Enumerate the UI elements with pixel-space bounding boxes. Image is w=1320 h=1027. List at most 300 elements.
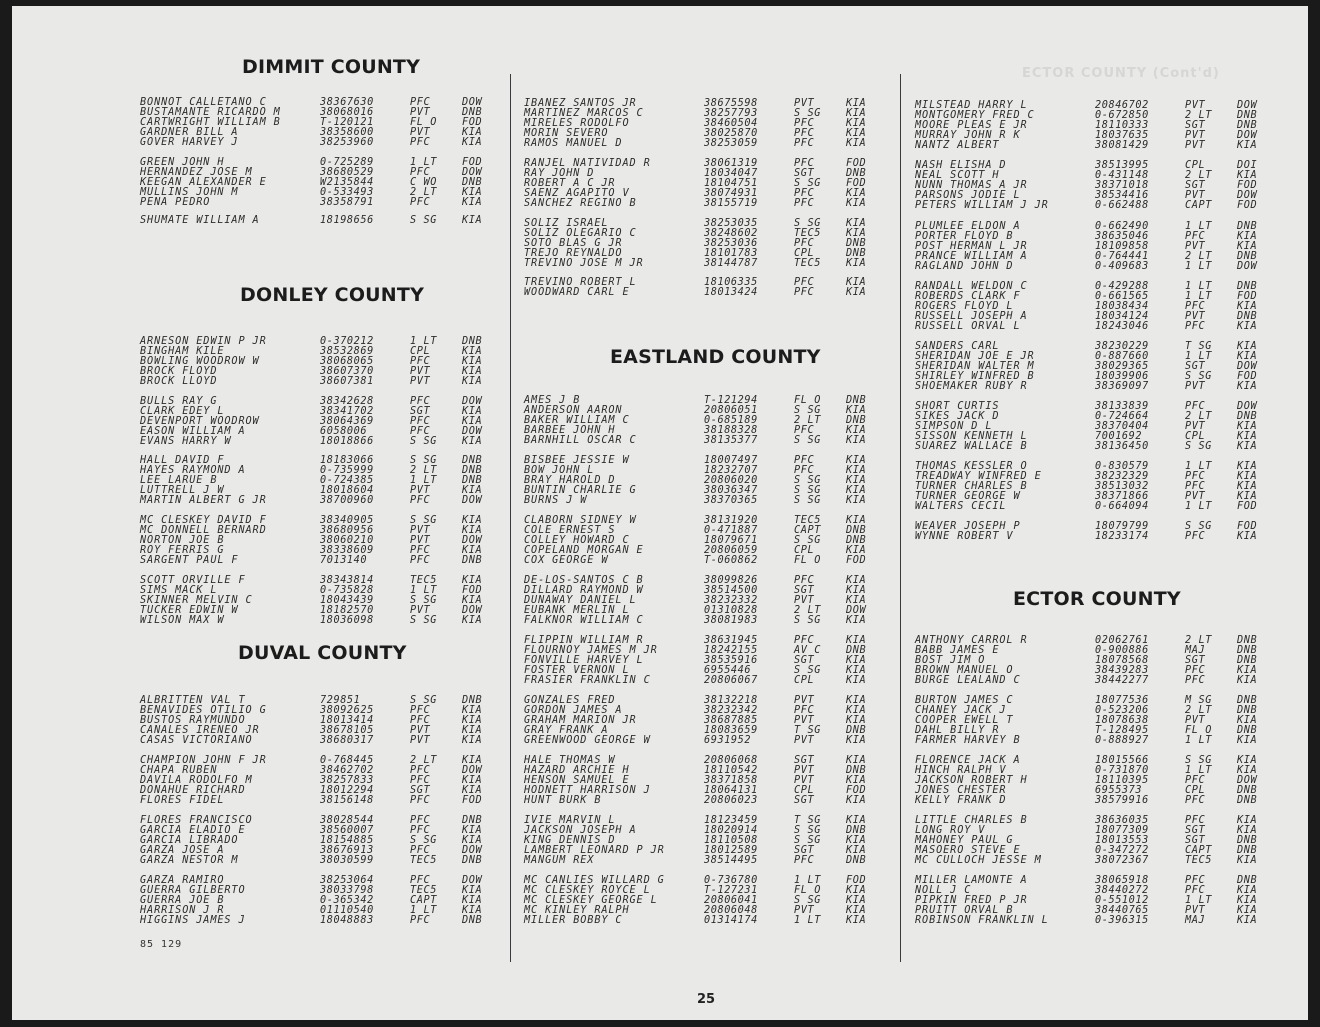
soldier-name: NUNN THOMAS A JR (915, 179, 1028, 191)
serial-number: 729851 (320, 695, 361, 706)
rank: PFC (410, 704, 431, 716)
soldier-name: ROBERDS CLARK F (915, 290, 1021, 302)
serial-number: 7001692 (1095, 430, 1143, 442)
soldier-name: MONTGOMERY FRED C (915, 109, 1035, 121)
status-code: DNB (846, 854, 867, 866)
county-heading: EASTLAND COUNTY (610, 346, 821, 368)
status-code: DOI (1237, 160, 1258, 171)
serial-number: 38230229 (1095, 341, 1149, 352)
rank: S SG (794, 894, 821, 906)
status-code: KIA (846, 257, 867, 269)
serial-number: 0-736780 (704, 875, 758, 886)
status-code: KIA (1237, 854, 1258, 866)
rank: SGT (1185, 654, 1206, 666)
soldier-name: MARTIN ALBERT G JR (140, 494, 267, 506)
rank: PFC (794, 286, 815, 298)
serial-number: 38257833 (320, 774, 374, 786)
soldier-name: BABB JAMES E (915, 644, 1000, 656)
serial-number: 38136450 (1095, 440, 1149, 452)
casualty-group (140, 98, 500, 147)
serial-number: 0-661565 (1095, 290, 1149, 302)
rank: PFC (410, 196, 431, 208)
serial-number: 18242155 (704, 644, 758, 656)
serial-number: 18013553 (1095, 834, 1149, 846)
status-code: DOW (1237, 129, 1258, 141)
status-code: KIA (846, 434, 867, 446)
soldier-name: FLORES FRANCISCO (140, 815, 253, 826)
soldier-name: HALE THOMAS W (524, 755, 616, 766)
rank: SGT (410, 784, 431, 796)
rank: PFC (410, 554, 431, 566)
casualty-group (140, 696, 500, 745)
rank: PFC (410, 355, 431, 367)
serial-number: 38534416 (1095, 189, 1149, 201)
soldier-name: BENAVIDES OTILIO G (140, 704, 267, 716)
status-code: KIA (846, 544, 867, 556)
roster-page (12, 6, 1308, 1020)
soldier-name: BARNHILL OSCAR C (524, 434, 637, 446)
rank: S SG (794, 404, 821, 416)
casualty-row (524, 856, 894, 866)
status-code: KIA (462, 594, 483, 606)
status-code: KIA (1237, 139, 1258, 151)
status-code: KIA (846, 455, 867, 466)
status-code: KIA (462, 375, 483, 387)
status-code: DNB (846, 534, 867, 546)
serial-number: 38631945 (704, 635, 758, 646)
soldier-name: RAMOS MANUEL D (524, 137, 623, 149)
rank: CPL (794, 674, 815, 686)
rank: CAPT (1185, 199, 1212, 211)
status-code: KIA (462, 774, 483, 786)
status-code: KIA (1237, 350, 1258, 362)
soldier-name: FALKNOR WILLIAM C (524, 614, 644, 626)
serial-number: 6931952 (704, 734, 752, 746)
status-code: KIA (1237, 904, 1258, 916)
soldier-name: PRANCE WILLIAM A (915, 250, 1028, 262)
soldier-name: BONNOT CALLETANO C (140, 97, 267, 108)
soldier-name: SUAREZ WALLACE B (915, 440, 1028, 452)
serial-number: 38513995 (1095, 160, 1149, 171)
serial-number: 18104751 (704, 177, 758, 189)
status-code: KIA (846, 575, 867, 586)
rank: CPL (794, 784, 815, 796)
serial-number: 38342628 (320, 396, 374, 407)
soldier-name: ALBRITTEN VAL T (140, 695, 246, 706)
rank: PFC (1185, 300, 1206, 312)
casualty-row (140, 856, 500, 866)
soldier-name: MULLINS JOHN M (140, 186, 239, 198)
status-code: FOD (1237, 179, 1258, 191)
serial-number: 0-830579 (1095, 461, 1149, 472)
rank: PVT (1185, 490, 1206, 502)
serial-number: 38371018 (1095, 179, 1149, 191)
serial-number: 38341702 (320, 405, 374, 417)
soldier-name: BUNTIN CHARLIE G (524, 484, 637, 496)
status-code: DNB (1237, 784, 1258, 796)
rank: SGT (1185, 834, 1206, 846)
status-code: DNB (846, 824, 867, 836)
serial-number: 38535916 (704, 654, 758, 666)
status-code: KIA (1237, 380, 1258, 392)
serial-number: 18198656 (320, 215, 374, 226)
status-code: KIA (1237, 664, 1258, 676)
casualty-row (915, 676, 1285, 686)
status-code: KIA (1237, 824, 1258, 836)
soldier-name: MIRELES RODOLFO (524, 117, 630, 129)
casualty-row (140, 736, 500, 746)
status-code: FOD (1237, 370, 1258, 382)
serial-number: 18012589 (704, 844, 758, 856)
rank: T SG (1185, 341, 1212, 352)
rank: PVT (1185, 904, 1206, 916)
status-code: KIA (846, 755, 867, 766)
serial-number: 20806051 (704, 404, 758, 416)
soldier-name: HINCH RALPH V (915, 764, 1007, 776)
status-code: KIA (846, 774, 867, 786)
rank: PFC (794, 704, 815, 716)
rank: PFC (410, 824, 431, 836)
casualty-group (915, 876, 1285, 925)
column-divider (900, 74, 901, 962)
rank: PFC (794, 854, 815, 866)
rank: 1 LT (1185, 461, 1212, 472)
rank: CPL (1185, 160, 1206, 171)
status-code: KIA (846, 218, 867, 229)
rank: S SG (410, 215, 437, 226)
rank: PVT (1185, 240, 1206, 252)
rank: PFC (794, 277, 815, 288)
rank: PFC (410, 136, 431, 148)
serial-number: 18077309 (1095, 824, 1149, 836)
soldier-name: MILLER LAMONTE A (915, 875, 1028, 886)
soldier-name: COLE ERNEST S (524, 524, 616, 536)
soldier-name: MILSTEAD HARRY L (915, 100, 1028, 111)
rank: S SG (794, 177, 821, 189)
rank: T SG (794, 815, 821, 826)
serial-number: 38065918 (1095, 875, 1149, 886)
serial-number: 38028544 (320, 815, 374, 826)
serial-number: 18183066 (320, 455, 374, 466)
casualty-group (140, 216, 500, 226)
soldier-name: JACKSON JOSEPH A (524, 824, 637, 836)
status-code: KIA (1237, 674, 1258, 686)
rank: PFC (410, 875, 431, 886)
casualty-group (915, 342, 1285, 391)
soldier-name: GARZA RAMIRO (140, 875, 225, 886)
status-code: DNB (846, 414, 867, 426)
serial-number: 38460504 (704, 117, 758, 129)
serial-number: 18110508 (704, 834, 758, 846)
serial-number: 38439283 (1095, 664, 1149, 676)
soldier-name: TURNER GEORGE W (915, 490, 1021, 502)
serial-number: 38635046 (1095, 230, 1149, 242)
rank: PFC (1185, 530, 1206, 542)
status-code: DOW (846, 604, 867, 616)
serial-number: 38340905 (320, 515, 374, 526)
status-code: KIA (846, 594, 867, 606)
soldier-name: GORDON JAMES A (524, 704, 623, 716)
status-code: DNB (462, 554, 483, 566)
rank: PVT (1185, 310, 1206, 322)
serial-number: 18048883 (320, 914, 374, 926)
rank: TEC5 (410, 884, 437, 896)
casualty-group (524, 516, 894, 565)
soldier-name: GOVER HARVEY J (140, 136, 239, 148)
status-code: KIA (462, 126, 483, 138)
status-code: DNB (846, 237, 867, 249)
soldier-name: GRAHAM MARION JR (524, 714, 637, 726)
soldier-name: MC CULLOCH JESSE M (915, 854, 1042, 866)
soldier-name: MARTINEZ MARCOS C (524, 107, 644, 119)
soldier-name: SIMPSON D L (915, 420, 993, 432)
casualty-group (140, 456, 500, 505)
soldier-name: CLARK EDEY L (140, 405, 225, 417)
soldier-name: SOLIZ ISRAEL (524, 218, 609, 229)
casualty-row (915, 916, 1285, 926)
status-code: KIA (846, 815, 867, 826)
soldier-name: HAYES RAYMOND A (140, 464, 246, 476)
status-code: DNB (1237, 221, 1258, 232)
status-code: KIA (462, 345, 483, 357)
serial-number: 0-725289 (320, 157, 374, 168)
casualty-group (915, 161, 1285, 210)
serial-number: 18013424 (704, 286, 758, 298)
soldier-name: SCOTT ORVILLE F (140, 575, 246, 586)
rank: 1 LT (1185, 350, 1212, 362)
rank: PFC (410, 425, 431, 437)
status-code: KIA (846, 664, 867, 676)
casualty-group (140, 158, 500, 207)
rank: 2 LT (410, 464, 437, 476)
rank: PFC (410, 97, 431, 108)
status-code: KIA (846, 474, 867, 486)
soldier-name: SOTO BLAS G JR (524, 237, 623, 249)
status-code: KIA (846, 894, 867, 906)
rank: PFC (794, 158, 815, 169)
status-code: DOW (462, 425, 483, 437)
soldier-name: SARGENT PAUL F (140, 554, 239, 566)
casualty-group (524, 396, 894, 445)
rank: S SG (1185, 370, 1212, 382)
serial-number: 6955373 (1095, 784, 1143, 796)
serial-number: 20806068 (704, 755, 758, 766)
casualty-row (140, 377, 500, 387)
casualty-row (524, 199, 894, 209)
soldier-name: MC CANLIES WILLARD G (524, 875, 665, 886)
casualty-row (915, 141, 1285, 151)
soldier-name: WEAVER JOSEPH P (915, 521, 1021, 532)
serial-number: 38514495 (704, 854, 758, 866)
rank: PFC (1185, 815, 1206, 826)
soldier-name: FOSTER VERNON L (524, 664, 630, 676)
serial-number: 18020914 (704, 824, 758, 836)
rank: PFC (1185, 480, 1206, 492)
serial-number: 20806023 (704, 794, 758, 806)
serial-number: 38676913 (320, 844, 374, 856)
rank: S SG (410, 515, 437, 526)
casualty-group (524, 696, 894, 745)
serial-number: 0-370212 (320, 336, 374, 347)
rank: PVT (1185, 129, 1206, 141)
status-code: KIA (462, 136, 483, 148)
rank: PVT (1185, 420, 1206, 432)
casualty-row (140, 437, 500, 447)
rank: SGT (1185, 824, 1206, 836)
rank: PFC (794, 575, 815, 586)
serial-number: 18233174 (1095, 530, 1149, 542)
rank: PFC (1185, 884, 1206, 896)
status-code: DOW (462, 764, 483, 776)
rank: S SG (410, 594, 437, 606)
serial-number: 18110542 (704, 764, 758, 776)
serial-number: 18078638 (1095, 714, 1149, 726)
status-code: KIA (846, 277, 867, 288)
serial-number: 0-523206 (1095, 704, 1149, 716)
soldier-name: LITTLE CHARLES B (915, 815, 1028, 826)
serial-number: 38687885 (704, 714, 758, 726)
serial-number: 38680956 (320, 524, 374, 536)
status-code: KIA (462, 714, 483, 726)
rank: S SG (794, 834, 821, 846)
status-code: KIA (846, 904, 867, 916)
rank: S SG (410, 435, 437, 447)
status-code: DNB (1237, 410, 1258, 422)
status-code: DNB (1237, 635, 1258, 646)
status-code: KIA (846, 137, 867, 149)
rank: PFC (1185, 794, 1206, 806)
rank: S SG (794, 824, 821, 836)
soldier-name: BOWLING WOODROW W (140, 355, 260, 367)
serial-number: W2135844 (320, 176, 374, 188)
casualty-row (915, 322, 1285, 332)
rank: SGT (1185, 119, 1206, 131)
rank: PFC (410, 396, 431, 407)
rank: TEC5 (410, 575, 437, 586)
serial-number: 0-724385 (320, 474, 374, 486)
status-code: KIA (846, 227, 867, 239)
status-code: KIA (1237, 470, 1258, 482)
rank: 1 LT (1185, 734, 1212, 746)
status-code: DNB (1237, 250, 1258, 262)
rank: TEC5 (1185, 854, 1212, 866)
casualty-row (524, 556, 894, 566)
rank: S SG (410, 614, 437, 626)
rank: CPL (1185, 430, 1206, 442)
serial-number: 38338609 (320, 544, 374, 556)
serial-number: 38232342 (704, 704, 758, 716)
status-code: FOD (846, 784, 867, 796)
casualty-row (140, 198, 500, 208)
serial-number: 38440272 (1095, 884, 1149, 896)
rank: PFC (410, 844, 431, 856)
casualty-row (140, 616, 500, 626)
status-code: DOW (462, 604, 483, 616)
casualty-group (524, 816, 894, 865)
rank: 1 LT (1185, 260, 1212, 272)
casualty-row (915, 201, 1285, 211)
rank: 2 LT (410, 186, 437, 198)
status-code: KIA (1237, 341, 1258, 352)
status-code: KIA (1237, 884, 1258, 896)
rank: TEC5 (794, 227, 821, 239)
serial-number: 38253059 (704, 137, 758, 149)
rank: S SG (794, 474, 821, 486)
rank: PFC (794, 137, 815, 149)
status-code: KIA (462, 834, 483, 846)
status-code: KIA (462, 724, 483, 736)
serial-number: 38358600 (320, 126, 374, 138)
status-code: DNB (1237, 310, 1258, 322)
serial-number: 38253035 (704, 218, 758, 229)
serial-number: 38253036 (704, 237, 758, 249)
status-code: DNB (846, 167, 867, 179)
soldier-name: EASON WILLIAM A (140, 425, 246, 437)
soldier-name: SKINNER MELVIN C (140, 594, 253, 606)
soldier-name: TURNER CHARLES B (915, 480, 1028, 492)
serial-number: T-120121 (320, 116, 374, 128)
serial-number: 20806020 (704, 474, 758, 486)
soldier-name: SHOEMAKER RUBY R (915, 380, 1028, 392)
casualty-row (140, 138, 500, 148)
soldier-name: RAGLAND JOHN D (915, 260, 1014, 272)
rank: S SG (410, 695, 437, 706)
serial-number: 38156148 (320, 794, 374, 806)
status-code: KIA (1237, 230, 1258, 242)
casualty-row (140, 556, 500, 566)
serial-number: 38060210 (320, 534, 374, 546)
serial-number: 20806041 (704, 894, 758, 906)
serial-number: 01310828 (704, 604, 758, 616)
status-code: KIA (1237, 815, 1258, 826)
soldier-name: COX GEORGE W (524, 554, 609, 566)
casualty-row (140, 496, 500, 506)
serial-number: 18232707 (704, 464, 758, 476)
serial-number: 0-672850 (1095, 109, 1149, 121)
serial-number: 18106335 (704, 277, 758, 288)
rank: S SG (1185, 521, 1212, 532)
serial-number: 38061319 (704, 158, 758, 169)
rank: PFC (1185, 230, 1206, 242)
status-code: KIA (462, 755, 483, 766)
rank: 1 LT (1185, 894, 1212, 906)
serial-number: 38680529 (320, 166, 374, 178)
status-code: KIA (1237, 169, 1258, 181)
status-code: DNB (1237, 109, 1258, 121)
soldier-name: SANDERS CARL (915, 341, 1000, 352)
rank: SGT (410, 405, 431, 417)
status-code: KIA (462, 614, 483, 626)
soldier-name: SIKES JACK D (915, 410, 1000, 422)
serial-number: 38514500 (704, 584, 758, 596)
serial-number: 38369097 (1095, 380, 1149, 392)
rank: PFC (1185, 470, 1206, 482)
status-code: KIA (846, 794, 867, 806)
rank: PFC (794, 127, 815, 139)
serial-number: 0-664094 (1095, 500, 1149, 512)
status-code: KIA (1237, 300, 1258, 312)
status-code: DNB (846, 247, 867, 259)
status-code: DNB (462, 474, 483, 486)
soldier-name: BURGE LEALAND C (915, 674, 1021, 686)
rank: PFC (410, 914, 431, 926)
status-code: DNB (462, 815, 483, 826)
status-code: FOD (462, 584, 483, 596)
status-code: DNB (1237, 654, 1258, 666)
serial-number: 18182570 (320, 604, 374, 616)
serial-number: 38099826 (704, 575, 758, 586)
soldier-name: MOORE PLEAS E JR (915, 119, 1028, 131)
